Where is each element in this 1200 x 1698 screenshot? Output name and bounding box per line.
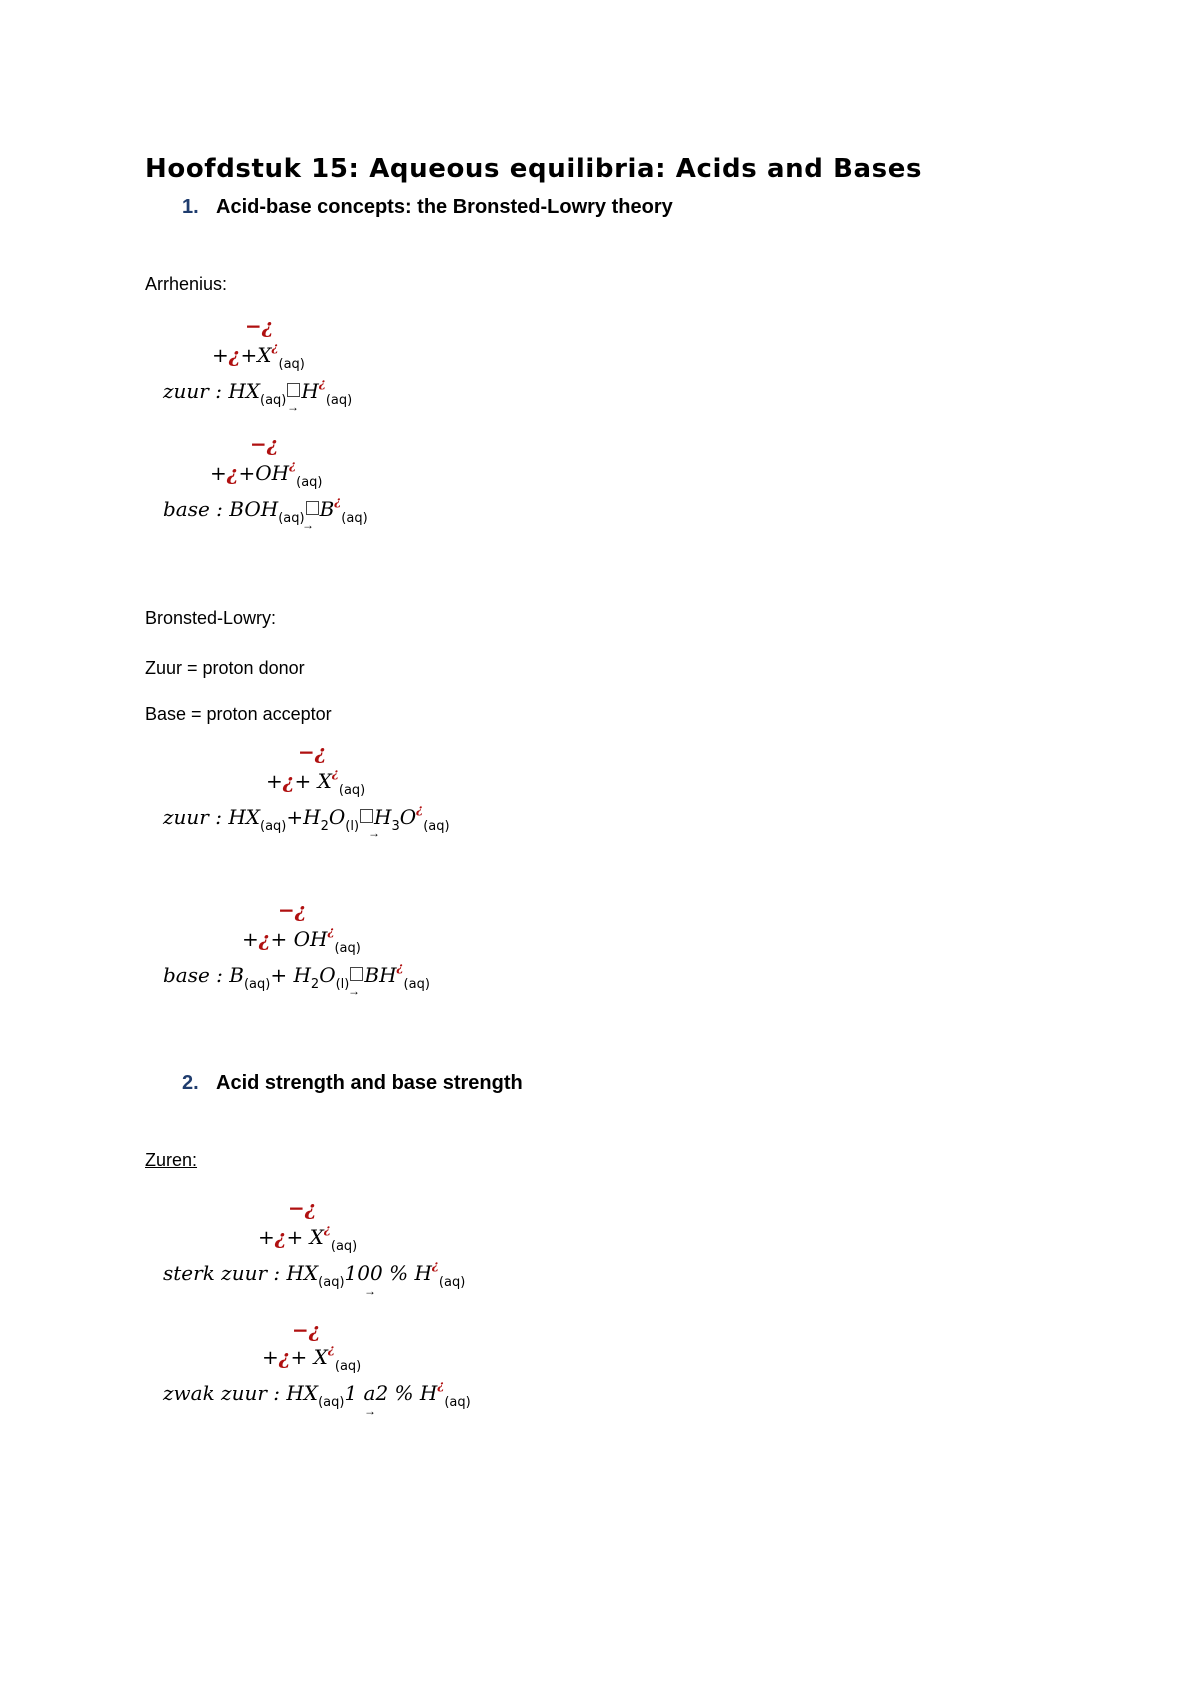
equilibrium-box-icon: [360, 809, 373, 823]
equation-main-line: zuur : $HX_{(aq)}+H_2O_{(l)}$ $H_3O^¿_{(aq)}$: [163, 802, 450, 834]
section-title: Acid strength and base strength: [216, 1072, 523, 1094]
arrow-icon: →: [364, 1284, 376, 1298]
equilibrium-box-icon: [287, 383, 300, 397]
equation-charge-line: −¿: [288, 1196, 317, 1220]
equation-ion-line: +¿+ $X^¿_{(aq)}$: [258, 1222, 358, 1254]
equation-ion-line: +¿+ $OH^¿_{(aq)}$: [242, 924, 361, 956]
equation-main-line: base : $B_{(aq)}+ H_2O_{(l)}$ $BH^¿_{(aq)}$: [163, 960, 430, 992]
arrow-icon: →: [348, 984, 360, 998]
zuren-label: Zuren:: [145, 1150, 198, 1170]
section-title: Acid-base concepts: the Bronsted-Lowry theory: [216, 196, 673, 218]
bronsted-label: Bronsted-Lowry:: [145, 608, 277, 628]
equation-charge-line: −¿: [298, 740, 327, 764]
equilibrium-box-icon: [350, 967, 363, 981]
arrow-icon: →: [302, 518, 314, 532]
equation-main-line: sterk zuur : $HX_{(aq)}100$ % $H^¿_{(aq)}$: [163, 1258, 466, 1290]
arrow-icon: →: [368, 826, 380, 840]
equation-charge-line: −¿: [245, 314, 274, 338]
equation-main-line: base : $BOH_{(aq)}$ $B^¿_{(aq)}$: [163, 494, 368, 526]
section-1-heading: [182, 196, 673, 219]
equation-charge-line: −¿: [278, 898, 307, 922]
equation-ion-line: +¿+ $X^¿_{(aq)}$: [266, 766, 366, 798]
section-number: 2.: [182, 1072, 199, 1094]
equation-ion-line: $+¿+OH^¿_{(aq)}$: [210, 458, 323, 490]
equation-charge-line: −¿: [292, 1318, 321, 1342]
equation-ion-line: $+¿+X^¿_{(aq)}$: [212, 340, 305, 372]
equation-charge-line: −¿: [250, 432, 279, 456]
base-definition: Base = proton acceptor: [145, 704, 332, 724]
arrow-icon: →: [364, 1404, 376, 1418]
equation-main-line: zuur : $HX_{(aq)}$ $H^¿_{(aq)}$: [163, 376, 353, 408]
section-number: 1.: [182, 196, 199, 218]
arrhenius-label: Arrhenius:: [145, 274, 228, 294]
equilibrium-box-icon: [306, 501, 319, 515]
equation-main-line: zwak zuur : $HX_{(aq)}1$ a2 % $H^¿_{(aq)}$: [163, 1378, 471, 1410]
zuur-definition: Zuur = proton donor: [145, 658, 305, 678]
section-2-heading: [182, 1072, 523, 1095]
equation-ion-line: +¿+ $X^¿_{(aq)}$: [262, 1342, 362, 1374]
arrow-icon: →: [287, 400, 299, 414]
page-title: Hoofdstuk 15: Aqueous equilibria: Acids and Bases: [145, 154, 923, 184]
